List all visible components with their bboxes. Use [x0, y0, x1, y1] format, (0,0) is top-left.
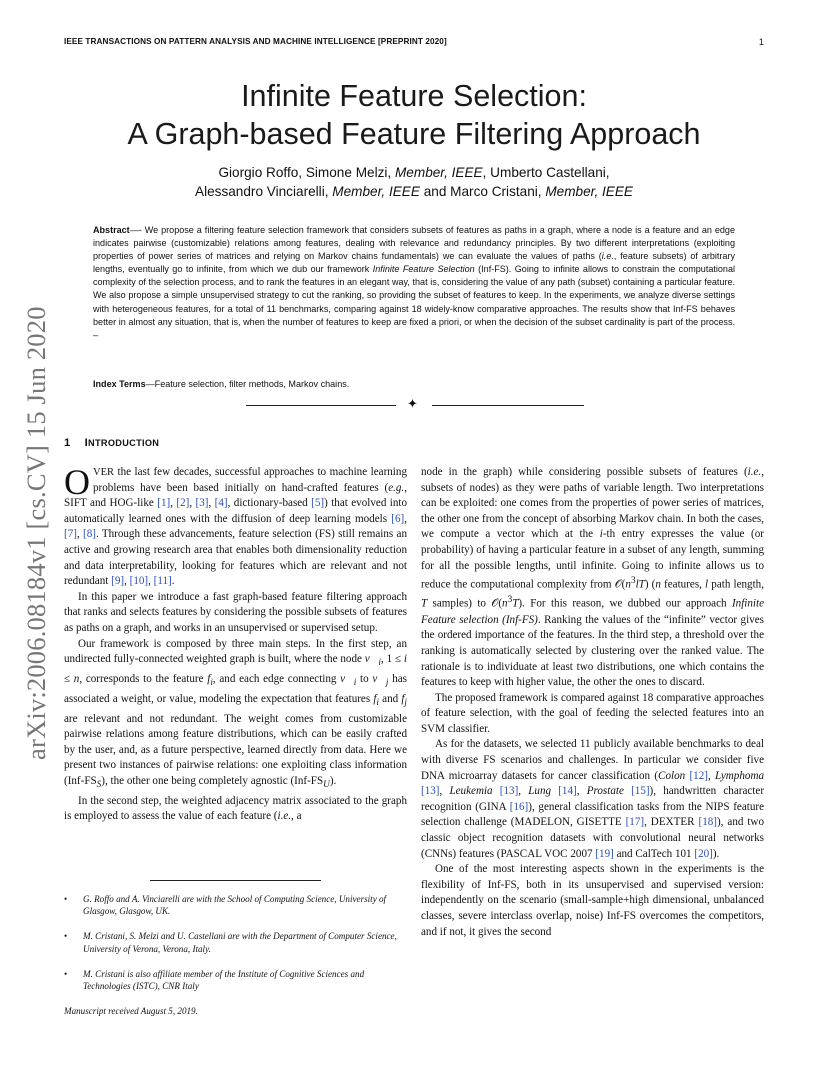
author-list	[64, 163, 764, 201]
paper-title	[64, 77, 764, 153]
body-text: path length,	[708, 578, 764, 591]
author-line-1	[64, 163, 764, 182]
body-text: ). For this reason, we dubbed our approach	[518, 598, 732, 611]
citation-link[interactable]: [13]	[499, 785, 519, 798]
body-text: , subsets of nodes) as they were paths of variable length. Two interpretations can be exploited: one comes from the properties of power series of matrices, the other one from the concept of absorbing Markov chain. In both the cases, we compute a vector which at the	[421, 466, 764, 541]
body-text: Infinite Feature selection (Inf-FS)	[421, 598, 764, 626]
body-text: ), handwritten character recognition (GINA	[421, 785, 765, 813]
section-number: 1	[64, 437, 71, 449]
body-text: samples) to 𝒪(	[427, 598, 503, 611]
abstract-text: —- We propose a filtering feature selection framework that considers subsets of features as paths in a graph, where a node is a feature and an edge indicates pairwise (customizable) relations among features, dealing with relevance and redundancy principles. By two different interpretations (exploiting properties of power series of matrices and relying on Markov chains fundamentals) we can evaluate the values of paths (	[93, 225, 735, 262]
author-names: Giorgio Roffo, Simone Melzi,	[218, 165, 392, 180]
right-column	[421, 465, 764, 940]
journal-name: IEEE TRANSACTIONS ON PATTERN ANALYSIS AND MACHINE INTELLIGENCE [PREPRINT 2020]	[64, 37, 447, 46]
section-title-rest: NTRODUCTION	[88, 438, 160, 448]
body-text: ), and two classic object recognition datasets with convolutional neural networks (CNNs) features (PASCAL VOC 2007	[421, 816, 764, 860]
body-text: node in the graph) while considering possible subsets of features (	[421, 466, 748, 478]
left-column	[64, 462, 408, 825]
body-text: , a	[291, 810, 302, 823]
manuscript-note: Manuscript received August 5, 2019.	[64, 1006, 198, 1017]
paragraph: In this paper we introduce a fast graph-based feature filtering approach that ranks and selects features by considering the possible subsets of features as paths on a graph, and works in an unsupervised or supervised setup.	[64, 590, 407, 634]
body-text: -th entry expresses the value (or probability) of having a particular feature in a subset of any length, summing for all the possible lengths, until infinite. Going to infinite allows us to reduce the computational complexity from 𝒪(	[421, 528, 764, 591]
citation-link[interactable]: [1]	[157, 497, 171, 510]
citation-link[interactable]: [10]	[129, 575, 149, 588]
paragraph: Our framework is composed by three main steps. In the first step, an undirected fully-connected weighted graph is built, where the node $v⃗_i$, 1 ≤ i ≤ n, corresponds to the feature $f_i$, and each edge connecting $v⃗_i$ to $v⃗_j$ has associated a weight, or value, modeling the expectation that features $f_i$ and $f_j$ are relevant and not redundant. The weight comes from customizable pairwise relations among feature distributions, which can be easily crafted by the user, and, as a future perspective, learned directly from data. Here we present two instances of pairwise relations: one exploiting class information $(Inf-FS_S)$, the other one being completely agnostic $(Inf-FS_U)$.	[64, 637, 408, 791]
citation-link[interactable]: [15]	[631, 785, 650, 798]
body-text: In the second step, the weighted adjacency matrix associated to the graph is employed to assess the value of each feature (	[64, 794, 407, 823]
citation-link[interactable]: [6]	[391, 512, 405, 525]
citation-link[interactable]: [3]	[195, 497, 209, 510]
body-text: and	[379, 692, 402, 705]
citation-link[interactable]: [2]	[176, 497, 190, 510]
body-text: e.g.	[388, 481, 405, 494]
body-text: ), the other one being completely agnostic (Inf-FS	[101, 774, 324, 787]
footnote-item: • G. Roffo and A. Vinciarelli are with the School of Computing Science, University of Glasgow, Glasgow, UK.	[64, 893, 407, 917]
separator-rule-right	[432, 405, 584, 406]
abstract	[93, 224, 735, 342]
paragraph: As for the datasets, we selected 11 publicly available benchmarks to deal with diverse FS scenarios and challenges. In particular we consider five DNA microarray datasets for cancer classification (Colon [12], Lymphoma [13], Leukemia [13], Lung [14], Prostate [15]), handwritten character recognition (GINA [16]), general classification tasks from the NIPS feature selection challenge (MADELON, GISETTE [17], DEXTER [18]), and two classic object recognition datasets with convolutional neural networks (CNNs) features (PASCAL VOC 2007 [19] and CalTech 101 [20]).	[421, 738, 765, 860]
citation-link[interactable]: [5]	[311, 497, 325, 510]
paragraph: The proposed framework is compared against 18 comparative approaches of feature selection, with the goal of feeding the selected features into an SVM classifier.	[421, 691, 764, 735]
body-text: to	[356, 672, 373, 685]
abstract-label: Abstract	[93, 225, 130, 235]
footnotes	[64, 893, 407, 1017]
arxiv-stamp-text: arXiv:2006.08184v1 [cs.CV] 15 Jun 2020	[21, 306, 51, 760]
author-names: Alessandro Vinciarelli,	[195, 184, 329, 199]
citation-link[interactable]: [11]	[153, 575, 172, 588]
body-text: ) (	[644, 578, 656, 591]
citation-link[interactable]: [19]	[595, 847, 614, 860]
citation-link[interactable]: [7]	[64, 528, 77, 541]
section-heading	[64, 437, 159, 449]
body-text: , corresponds to the feature	[79, 672, 208, 685]
abstract-text: (Inf-FS). Going to infinite allows to constrain the computational complexity of the selection process, and to rank the features in an elegant way, that is, considering the value of any path (subset) containing a particular feature. We also propose a simple unsupervised strategy to cut the ranking, so providing the subset of features to keep. In the experiments, we analyze diverse settings with heterogeneous features, for a total of 11 benchmarks, comparing against 18 widely-know comparative approaches. The results show that Inf-FS behaves better in almost any situation, that is, when the number of features to keep are fixed a priori, or when the decision of the subset cardinality is part of the process. –	[93, 264, 735, 340]
dataset-name: Leukemia	[449, 785, 493, 798]
body-text: , dictionary-based	[227, 497, 312, 510]
body-text: ).	[712, 847, 720, 860]
body-text: ), general classification tasks from the NIPS feature selection challenge (MADELON, GISETTE	[421, 800, 764, 829]
footnote-item: • M. Cristani is also affiliate member of the Institute of Cognitive Sciences and Technologies (ISTC), CNR Italy	[64, 968, 407, 992]
body-text: VER	[93, 467, 114, 478]
body-text: i.e.	[747, 466, 762, 478]
body-text: ≤	[64, 672, 74, 685]
diamond-icon: ✦	[407, 397, 418, 412]
citation-link[interactable]: [9]	[111, 575, 125, 588]
body-text: , DEXTER	[644, 816, 699, 829]
citation-link[interactable]: [13]	[421, 785, 440, 798]
dataset-name: Prostate	[586, 785, 624, 798]
body-text: ) that evolved into automatically learned ones with the diffusion of deep learning models	[64, 497, 408, 525]
body-text: i.e.	[277, 810, 292, 823]
body-text: has associated a weight, or value, modeling the expectation that features	[64, 672, 407, 705]
author-membership: Member, IEEE	[394, 165, 483, 180]
abstract-text: i.e.	[601, 251, 614, 262]
abstract-text: Infinite Feature Selection	[372, 264, 475, 275]
index-terms	[93, 379, 349, 389]
abstract-text: , feature subsets) of arbitrary lengths, eventually go to infinite, from which we dub our framework	[93, 251, 736, 275]
paragraph: node in the graph) while considering possible subsets of features (i.e., subsets of nodes) as they were paths of variable length. Two interpretations can be exploited: one comes from the properties of power series of matrices, the other one from the concept of absorbing Markov chain. In both the cases, we compute a vector which at the i-th entry expresses the value (or probability) of having a particular feature in a subset of any length, summing for all the possible lengths, until infinite. Going to infinite allows us to reduce the computational complexity from $𝒪(n^3lT)$ (n features, l path length, T samples) to $𝒪(n^3T)$. For this reason, we dubbed our approach Infinite Feature selection (Inf-FS). Ranking the values of the “infinite” vector gives the ordered importance of the features. In the third step, a threshold over the ranking is automatically selected by clustering over the ranked value. The rationale is to individuate at least two distributions, one which contains the features to keep with higher value, the other the ones to discard.	[421, 466, 764, 689]
running-header	[64, 37, 764, 46]
citation-link[interactable]: [12]	[689, 769, 708, 782]
citation-link[interactable]: [14]	[558, 785, 577, 798]
citation-link[interactable]: [4]	[214, 497, 228, 510]
body-text: . Through these advancements, feature selection (FS) still remains an active and growing research area that enables both dimensionality reduction and data interpretability, looking for features which are relevant and not redundant	[64, 528, 408, 588]
citation-link[interactable]: [20]	[694, 847, 713, 860]
separator-rule-left	[246, 405, 396, 406]
citation-link[interactable]: [16]	[509, 800, 529, 813]
body-text: , 1 ≤	[380, 653, 404, 666]
citation-link[interactable]: [18]	[698, 816, 717, 829]
author-line-2	[64, 182, 764, 201]
body-text: . Ranking the values of the “infinite” vector gives the ordered importance of the features. In the third step, a threshold over the ranking is automatically selected by clustering over the ranked value. The rationale is to individuate at least two distributions, one which contains the features to keep with higher value, the other the ones to discard.	[421, 613, 764, 689]
body-text: and CalTech 101	[613, 847, 695, 860]
arxiv-stamp	[20, 290, 52, 760]
author-membership: Member, IEEE	[545, 184, 633, 199]
body-text: , and each edge connecting	[212, 672, 341, 685]
dropcap: O	[64, 462, 90, 502]
title-line-2: A Graph-based Feature Filtering Approach	[127, 117, 701, 151]
body-text: ).	[329, 774, 337, 787]
index-terms-text: —Feature selection, filter methods, Markov chains.	[145, 379, 350, 389]
author-names: and Marco Cristani,	[419, 184, 542, 199]
body-text: Our framework is composed by three main steps. In the first step, an undirected fully-connected weighted graph is built, where the node	[64, 637, 407, 666]
body-text: , SIFT and HOG-like	[64, 481, 407, 510]
footnote-rule	[150, 880, 321, 881]
citation-link[interactable]: [17]	[625, 816, 645, 829]
page-number: 1	[758, 37, 764, 47]
paragraph: OVER the last few decades, successful approaches to machine learning problems have been based initially on hand-crafted features (e.g., SIFT and HOG-like [1], [2], [3], [4], dictionary-based [5]) that evolved into automatically learned ones with the diffusion of deep learning models [6], [7], [8]. Through these advancements, feature selection (FS) still remains an active and growing research area that enables both dimensionality reduction and data interpretability, looking for features which are relevant and not redundant [9], [10], [11].	[64, 462, 408, 588]
dataset-name: Lymphoma	[715, 769, 765, 782]
section-title-initial: I	[84, 437, 89, 449]
body-text: are relevant and not redundant. The weight comes from customizable pairwise relations among feature distributions, which can be easily crafted by the user, and, as a future perspective, learned directly from data. Here we present two instances of pairwise relations: one exploiting class information (Inf-FS	[64, 712, 407, 787]
dataset-name: Colon	[658, 769, 686, 782]
body-text: As for the datasets, we selected 11 publicly available benchmarks to deal with diverse FS scenarios and challenges. In particular we consider five DNA microarray datasets for cancer classification (	[421, 738, 764, 782]
author-membership: Member, IEEE	[332, 184, 420, 199]
footnote-item: • M. Cristani, S. Melzi and U. Castellani are with the Department of Computer Science, University of Verona, Verona, Italy.	[64, 930, 407, 954]
dataset-name: Lung	[528, 785, 552, 798]
index-terms-label: Index Terms	[93, 379, 146, 389]
paragraph	[64, 794, 407, 825]
title-line-1: Infinite Feature Selection:	[241, 79, 587, 113]
body-text: the last few decades, successful approaches to machine learning problems have been based initially on hand-crafted features (	[93, 466, 407, 494]
body-text: features,	[660, 578, 706, 591]
citation-link[interactable]: [8]	[83, 528, 96, 541]
paragraph: One of the most interesting aspects shown in the experiments is the flexibility of Inf-FS, both in its unsupervised and supervised version: independently on the scenario (small-sample+high dimensional, unbalanced classes, severe interclass overlap, noise) Inf-FS overcomes the competitors, and if not, it gives the second	[421, 863, 764, 938]
author-names: , Umberto Castellani,	[482, 165, 610, 180]
